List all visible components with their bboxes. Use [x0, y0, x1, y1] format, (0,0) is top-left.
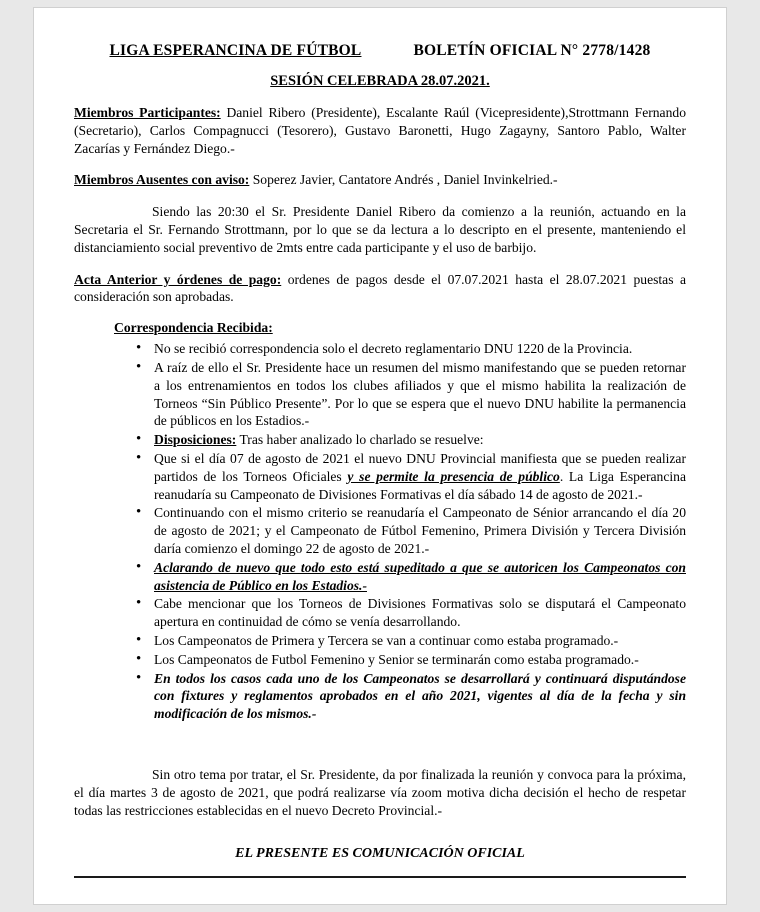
footer-text: EL PRESENTE ES COMUNICACIÓN OFICIAL [235, 846, 525, 861]
bulletin-number: BOLETÍN OFICIAL N° 2778/1428 [413, 42, 651, 59]
session-date-heading: SESIÓN CELEBRADA 28.07.2021. [270, 73, 490, 89]
closing-paragraph [74, 766, 686, 819]
list-item-text: A raíz de ello el Sr. Presidente hace un resumen del mismo manifestando que se pueden retornar a los entrenamientos en todos los clubes afiliados y que el mismo habilita la realización de Torneos “Sin Público Presente”. Por lo que se espera que el nuevo DNU habilite la permanencia de públicos en los Estadios.- [154, 359, 686, 429]
list-item [136, 632, 686, 650]
list-item-text: . La Liga Esperancina reanudaría su Campeonato de Divisiones Formativas el día sábado 14 de agosto de 2021.- [154, 468, 686, 502]
participants-text: Daniel Ribero (Presidente), Escalante Raúl (Vicepresidente),Strottmann Fernando (Secretario), Carlos Compagnucci (Tesorero), Gustavo Baronetti, Hugo Zagayny, Santoro Pablo, Walter Zacarías y Fernández Diego.- [74, 105, 686, 156]
list-item [136, 651, 686, 669]
list-item-text: y se permite la presencia de público [347, 468, 560, 484]
minutes-label: Acta Anterior y órdenes de pago: [74, 271, 282, 287]
list-item [136, 450, 686, 503]
correspondence-list [74, 340, 686, 723]
list-item-text: Continuando con el mismo criterio se reanudaría el Campeonato de Sénior arrancando el día 20 de agosto de 2021; y el Campeonato de Fútbol Femenino, Primera División y Tercera División daría comienzo el domingo 22 de agosto de 2021.- [154, 505, 686, 556]
list-item-text: Tras haber analizado lo charlado se resuelve: [236, 432, 484, 448]
minutes-paragraph [74, 271, 686, 307]
document-page [34, 8, 726, 904]
list-item-text: Cabe mencionar que los Torneos de Divisiones Formativas solo se disputará el Campeonato apertura en continuidad de cómo se venía desarrollando. [154, 596, 686, 630]
correspondence-heading: Correspondencia Recibida: [114, 320, 273, 336]
list-item-text: Aclarando de nuevo que todo esto está supeditado a que se autoricen los Campeonatos con asistencia de Público en los Estadios.- [154, 559, 686, 593]
list-item-text: Los Campeonatos de Futbol Femenino y Senior se terminarán como estaba programado.- [154, 651, 639, 667]
list-item [136, 595, 686, 631]
list-item [136, 559, 686, 595]
list-item [136, 431, 686, 449]
document-body [74, 42, 686, 819]
list-item [136, 670, 686, 723]
list-item-text: No se recibió correspondencia solo el decreto reglamentario DNU 1220 de la Provincia. [154, 341, 633, 357]
opening-paragraph [74, 203, 686, 256]
list-item [136, 504, 686, 557]
list-item-text: Los Campeonatos de Primera y Tercera se van a continuar como estaba programado.- [154, 632, 619, 648]
list-item-text: En todos los casos cada uno de los Campeonatos se desarrollará y continuará disputándose con fixtures y reglamentos aprobados en el año 2021, vigentes al día de la fecha y sin modificación de los mismos.- [154, 670, 686, 722]
participants-paragraph [74, 104, 686, 157]
list-item-text: Que si el día 07 de agosto de 2021 el nuevo DNU Provincial manifiesta que se pueden realizar partidos de los Torneos Oficiales [154, 450, 686, 484]
document-footer [74, 846, 686, 878]
document-header [74, 42, 686, 60]
list-item [136, 340, 686, 358]
opening-text: Siendo las 20:30 el Sr. Presidente Daniel Ribero da comienzo a la reunión, actuando en la Secretaria el Sr. Fernando Strottmann, por lo que se da lectura a lo descripto en el presente, manteniendo el distanciamiento social preventivo de 2mts entre cada participante y el uso de barbijo. [74, 204, 686, 255]
absent-paragraph [74, 171, 686, 189]
organization-title: LIGA ESPERANCINA DE FÚTBOL [109, 42, 362, 59]
footer-divider [74, 876, 686, 878]
list-item-text: Disposiciones: [154, 432, 237, 448]
minutes-text: ordenes de pagos desde el 07.07.2021 hasta el 28.07.2021 puestas a consideración son aprobadas. [74, 271, 686, 305]
closing-text: Sin otro tema por tratar, el Sr. Presidente, da por finalizada la reunión y convoca para la próxima, el día martes 3 de agosto de 2021, que podrá realizarse vía zoom motiva dicha decisión el hecho de respetar todas las restricciones establecidas en el nuevo Decreto Provincial.- [74, 766, 686, 818]
absent-label: Miembros Ausentes con aviso: [74, 172, 250, 188]
participants-label: Miembros Participantes: [74, 105, 221, 120]
absent-text: Soperez Javier, Cantatore Andrés , Daniel Invinkelried.- [249, 172, 558, 188]
list-item [136, 359, 686, 430]
